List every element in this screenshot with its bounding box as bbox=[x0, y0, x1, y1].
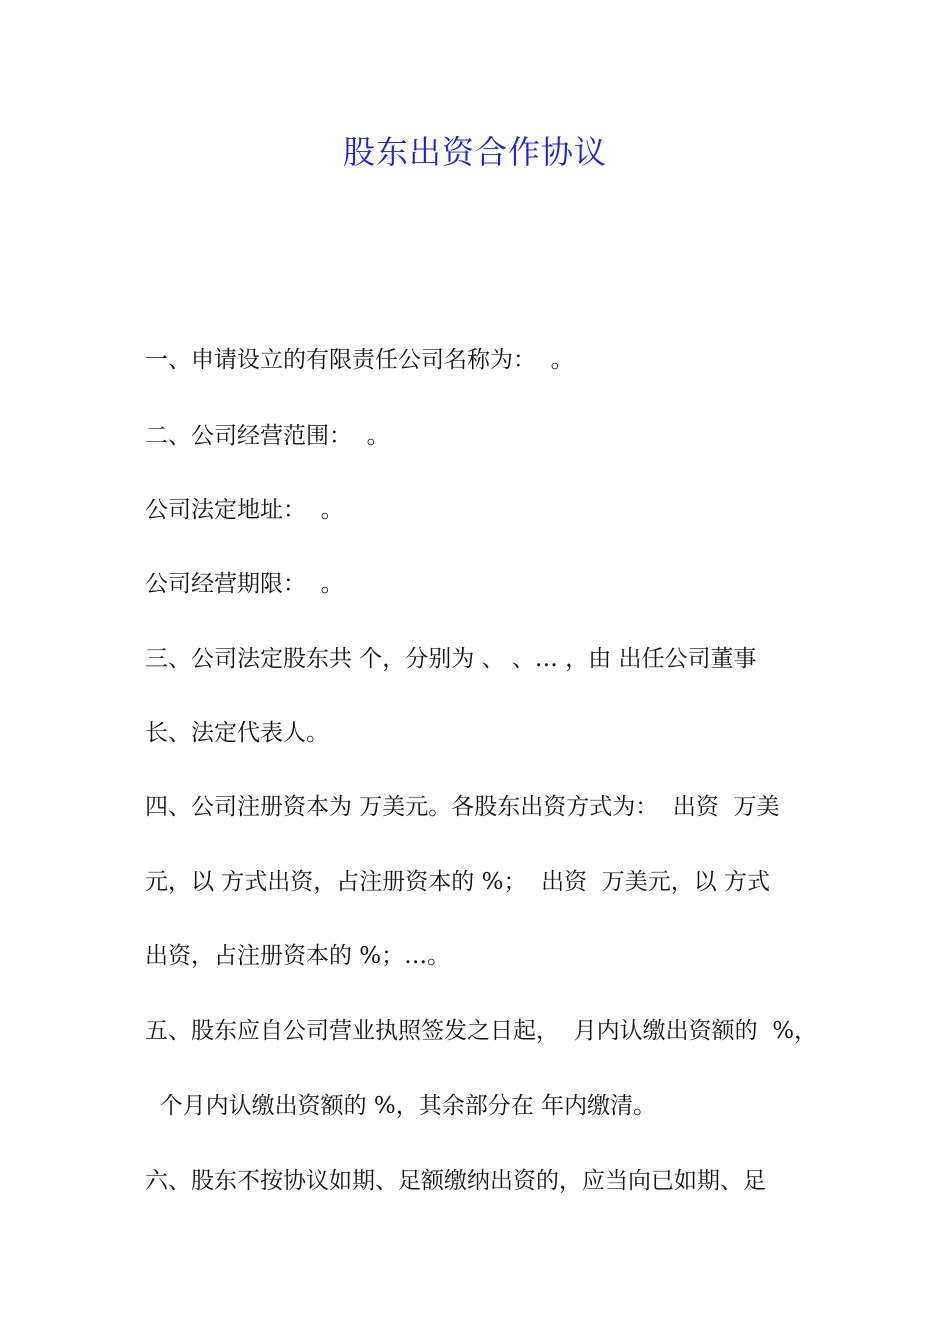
document-title: 股东出资合作协议 bbox=[342, 133, 607, 171]
clause-5-payment-line-2: 个月内认缴出资额的 %，其余部分在 年内缴清。 bbox=[145, 1093, 657, 1119]
company-business-term: 公司经营期限： 。 bbox=[145, 571, 344, 597]
clause-1-company-name: 一、申请设立的有限责任公司名称为： 。 bbox=[145, 347, 574, 373]
clause-3-shareholders-line-2: 长、法定代表人。 bbox=[145, 720, 329, 746]
clause-3-shareholders-line-1: 三、公司法定股东共 个，分别为 、 、… ，由 出任公司董事 bbox=[145, 646, 757, 672]
clause-4-capital-line-2: 元，以 方式出资，占注册资本的 %； 出资 万美元，以 方式 bbox=[145, 869, 771, 895]
clause-4-capital-line-3: 出资，占注册资本的 %；…。 bbox=[145, 943, 451, 969]
clause-5-payment-line-1: 五、股东应自公司营业执照签发之日起， 月内认缴出资额的 %， bbox=[145, 1018, 818, 1044]
clause-2-business-scope: 二、公司经营范围： 。 bbox=[145, 423, 390, 449]
clause-6-default-line-1: 六、股东不按协议如期、足额缴纳出资的，应当向已如期、足 bbox=[145, 1168, 766, 1194]
clause-4-capital-line-1: 四、公司注册资本为 万美元。各股东出资方式为： 出资 万美 bbox=[145, 794, 780, 820]
company-legal-address: 公司法定地址： 。 bbox=[145, 497, 344, 523]
